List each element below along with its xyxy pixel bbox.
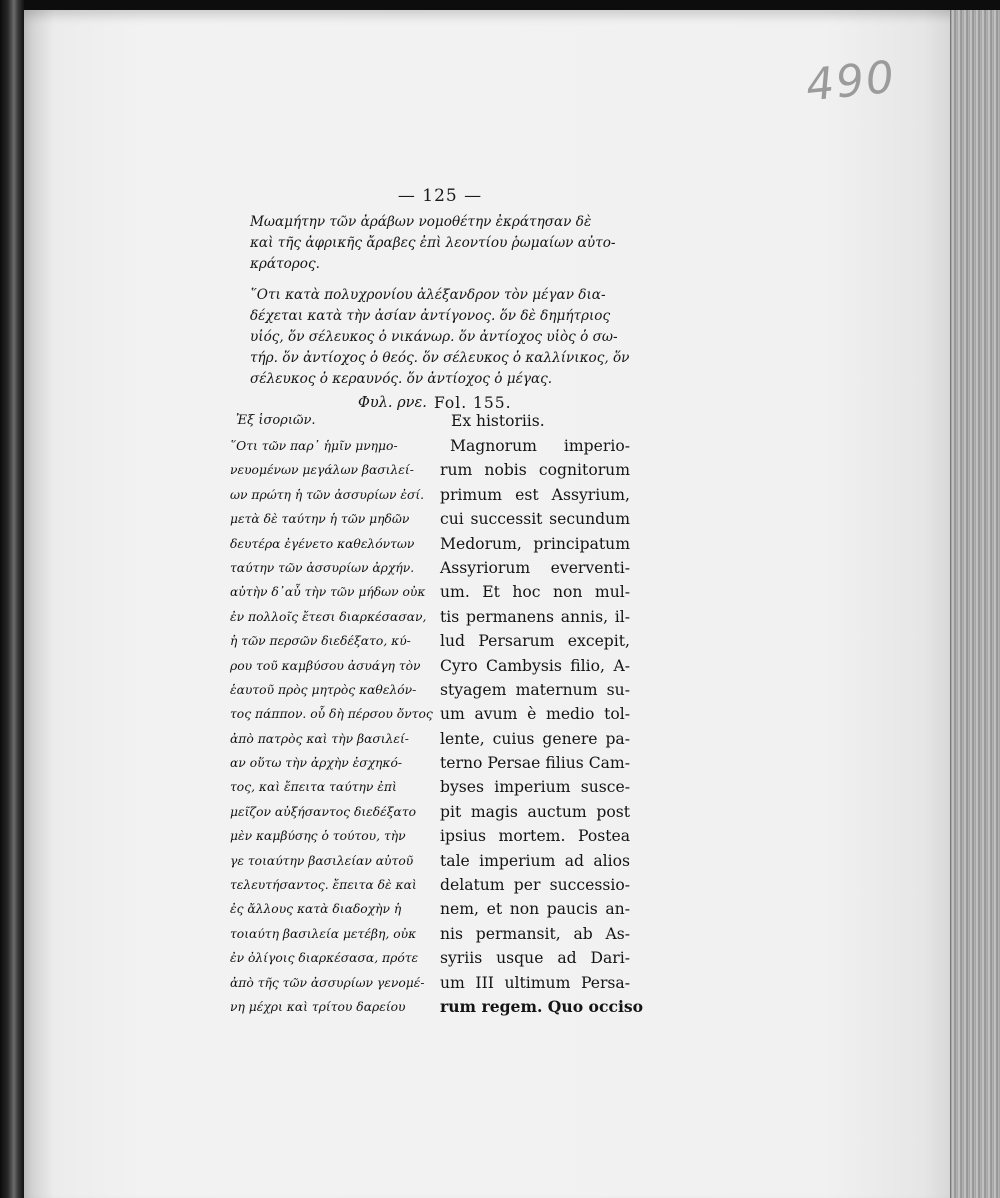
greek-line: ῞Οτι τῶν παρ᾽ ἡμῖν μνημο- xyxy=(230,439,398,453)
greek-line: τοιαύτη βασιλεία μετέβη, οὐκ xyxy=(230,926,417,941)
pencil-folio-number: 490 xyxy=(803,51,899,112)
greek-line: νη μέχρι καὶ τρίτου δαρείου xyxy=(230,999,406,1014)
latin-line: terno Persae filius Cam- xyxy=(440,754,630,773)
greek-line: νευομένων μεγάλων βασιλεί- xyxy=(230,463,414,478)
greek-line: ἀπὸ τῆς τῶν ἀσσυρίων γενομέ- xyxy=(230,975,425,990)
latin-line: um III ultimum Persa- xyxy=(440,973,630,992)
greek-line: δευτέρα ἐγένετο καθελόντων xyxy=(230,536,415,551)
latin-folio-heading: Fol. 155. xyxy=(434,394,512,412)
greek-line: ἐν πολλοῖς ἔτεσι διαρκέσασαν, xyxy=(230,609,427,624)
greek-line: μεῖζον αὐξήσαντος διεδέξατο xyxy=(230,804,417,819)
greek-top-line: καὶ τῆς ἀφρικῆς ἄραβες ἐπὶ λεοντίου ῥωμαίων αὐτο- xyxy=(250,235,616,251)
greek-section-heading: Ἐξ ἱσοριῶν. xyxy=(236,413,316,428)
greek-top-line: τήρ. ὅν ἀντίοχος ὁ θεός. ὅν σέλευκος ὁ καλλίνικος, ὅν xyxy=(250,350,630,366)
greek-top-line: ῞Οτι κατὰ πολυχρονίου ἀλέξανδρον τὸν μέγαν δια- xyxy=(250,287,606,303)
latin-section-heading: Ex historiis. xyxy=(451,412,545,430)
latin-line: tis permanens annis, il- xyxy=(440,607,630,626)
greek-line: ρου τοῦ καμβύσου ἀσυάγη τὸν xyxy=(230,658,421,673)
greek-line: ων πρώτη ἡ τῶν ἀσσυρίων ἐσί. xyxy=(230,487,425,502)
latin-line: delatum per successio- xyxy=(440,876,630,895)
page-stack-edge xyxy=(950,10,1000,1198)
greek-top-line: κράτορος. xyxy=(250,256,320,272)
latin-line: syriis usque ad Dari- xyxy=(440,949,630,968)
greek-line: τελευτήσαντος. ἔπειτα δὲ καὶ xyxy=(230,878,417,893)
latin-line: nem, et non paucis an- xyxy=(440,900,630,919)
latin-line: tale imperium ad alios xyxy=(440,851,630,870)
greek-line: μὲν καμβύσης ὁ τούτου, τὴν xyxy=(230,829,406,844)
latin-line: pit magis auctum post xyxy=(440,802,630,821)
latin-line: primum est Assyrium, xyxy=(440,485,630,504)
latin-line: cui successit secundum xyxy=(440,510,630,529)
greek-line: ἀπὸ πατρὸς καὶ τὴν βασιλεί- xyxy=(230,731,409,746)
latin-line: Magnorum imperio- xyxy=(450,437,630,455)
greek-top-line: δέχεται κατὰ τὴν ἀσίαν ἀντίγονος. ὅν δὲ δημήτριος xyxy=(250,308,611,324)
latin-line: Assyriorum everventi- xyxy=(440,558,630,577)
latin-line: rum nobis cognitorum xyxy=(440,461,630,480)
latin-line: ipsius mortem. Postea xyxy=(440,827,630,846)
book-binding-edge xyxy=(0,0,24,1198)
greek-column xyxy=(230,434,433,1019)
latin-line: lente, cuius genere pa- xyxy=(440,729,630,748)
greek-line: τος, καὶ ἔπειτα ταύτην ἐπὶ xyxy=(230,780,397,795)
latin-line: um. Et hoc non mul- xyxy=(440,583,630,602)
greek-folio-heading: Φυλ. ρνε. xyxy=(358,395,427,411)
greek-top-line: υἱός, ὅν σέλευκος ὁ νικάνωρ. ὅν ἀντίοχος υἱὸς ὁ σω- xyxy=(250,329,618,345)
greek-line: αν οὕτω τὴν ἀρχὴν ἐσχηκό- xyxy=(230,756,403,771)
greek-line: ἐς ἄλλους κατὰ διαδοχὴν ἡ xyxy=(230,902,402,917)
latin-line: rum regem. Quo occiso xyxy=(440,996,644,1016)
latin-line: byses imperium susce- xyxy=(440,778,630,797)
greek-line: ἑαυτοῦ πρὸς μητρὸς καθελόν- xyxy=(230,682,417,697)
greek-line: ταύτην τῶν ἀσσυρίων ἀρχήν. xyxy=(230,560,415,575)
greek-line: τος πάππον. οὗ δὴ πέρσου ὄντος xyxy=(230,707,433,722)
latin-column xyxy=(440,434,644,1019)
latin-line: Medorum, principatum xyxy=(440,534,630,553)
greek-top-line: Μωαμήτην τῶν ἀράβων νομοθέτην ἐκράτησαν δὲ xyxy=(250,214,592,230)
greek-line: ἐν ὀλίγοις διαρκέσασα, πρότε xyxy=(230,951,419,966)
latin-line: um avum è medio tol- xyxy=(440,705,630,724)
greek-line: γε τοιαύτην βασιλείαν αὐτοῦ xyxy=(230,853,414,868)
latin-line: styagem maternum su- xyxy=(440,680,630,699)
latin-line: lud Persarum excepit, xyxy=(440,632,630,651)
greek-line: ἡ τῶν περσῶν διεδέξατο, κύ- xyxy=(230,634,411,649)
greek-line: μετὰ δὲ ταύτην ἡ τῶν μηδῶν xyxy=(230,512,410,527)
latin-line: Cyro Cambysis filio, A- xyxy=(440,656,630,675)
greek-top-line: σέλευκος ὁ κεραυνός. ὅν ἀντίοχος ὁ μέγας. xyxy=(250,371,553,387)
greek-line: αὐτὴν δ᾽αὖ τὴν τῶν μήδων οὐκ xyxy=(230,585,426,600)
latin-line: nis permansit, ab As- xyxy=(440,924,630,943)
page-number: — 125 — xyxy=(397,186,483,206)
